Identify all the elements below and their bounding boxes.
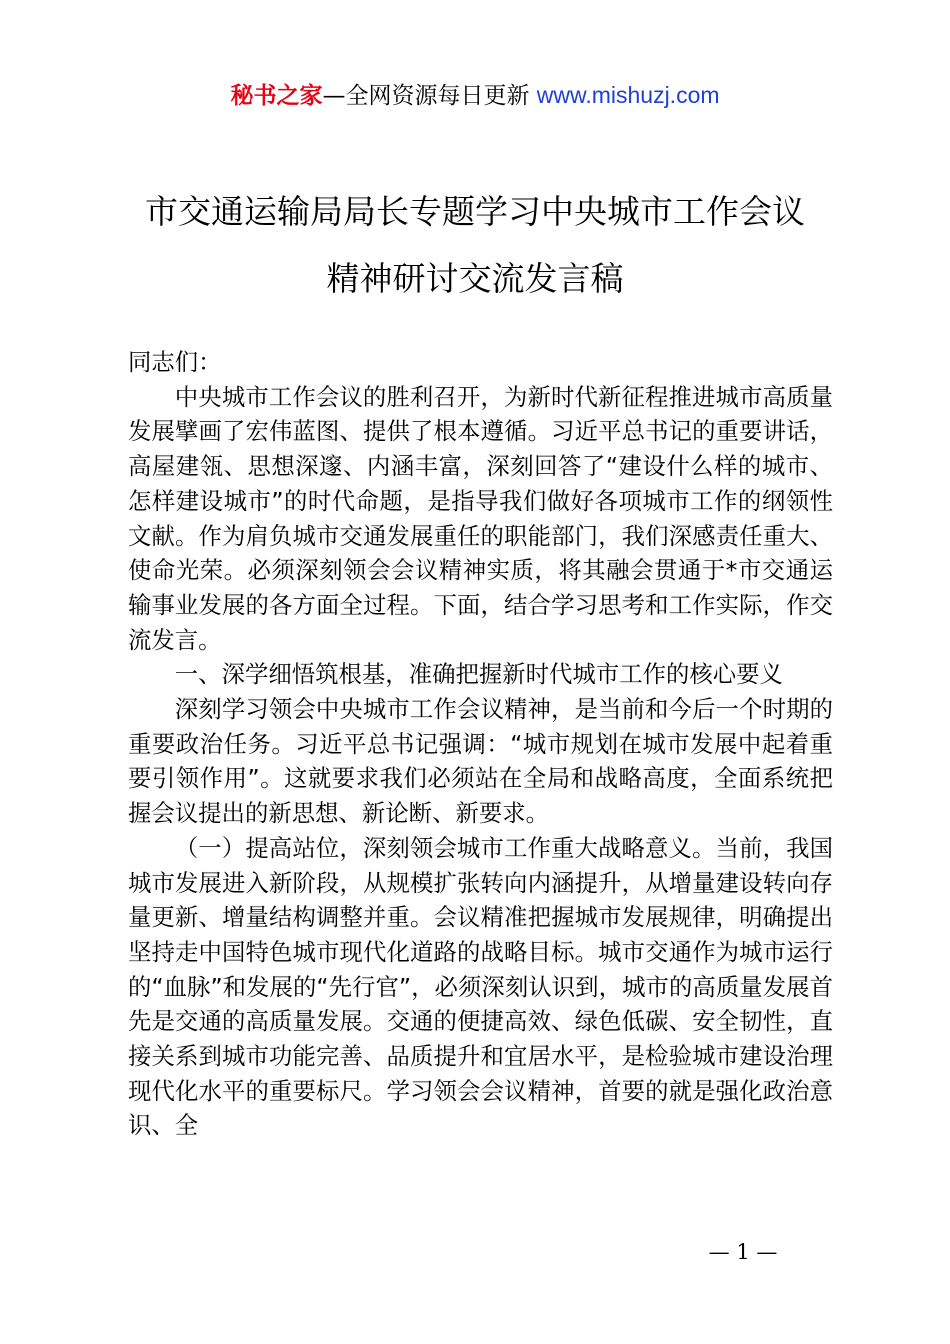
paragraph-intro: 中央城市工作会议的胜利召开，为新时代新征程推进城市高质量发展擘画了宏伟蓝图、提供了根本遵循。习近平总书记的重要讲话，高屋建瓴、思想深邃、内涵丰富，深刻回答了“建设什么样的城市、怎样建设城市”的时代命题，是指导我们做好各项城市工作的纲领性文献。作为肩负城市交通发展重任的职能部门，我们深感责任重大、使命光荣。必须深刻领会会议精神实质，将其融会贯通于*市交通运输事业发展的各方面全过程。下面，结合学习思考和工作实际，作交流发言。: [128, 382, 833, 654]
site-header: [0, 78, 950, 113]
document-title-line-1: 市交通运输局局长专题学习中央城市工作会议: [145, 192, 805, 231]
site-slogan: —全网资源每日更新: [322, 83, 537, 109]
site-url: www.mishuzj.com: [536, 82, 720, 108]
document-title-line-2: 精神研讨交流发言稿: [326, 259, 624, 298]
paragraph-subsection-1: （一）提高站位，深刻领会城市工作重大战略意义。当前，我国城市发展进入新阶段，从规模扩张转向内涵提升，从增量建设转向存量更新、增量结构调整并重。会议精准把握城市发展规律，明确提出坚持走中国特色城市现代化道路的战略目标。城市交通作为城市运行的“血脉”和发展的“先行官”，必须深刻认识到，城市的高质量发展首先是交通的高质量发展。交通的便捷高效、绿色低碳、安全韧性，直接关系到城市功能完善、品质提升和宜居水平，是检验城市建设治理现代化水平的重要标尺。学习领会会议精神，首要的就是强化政治意识、全: [128, 833, 833, 1140]
document-body: [128, 345, 833, 1143]
page-number: — 1 —: [708, 1240, 778, 1264]
site-brand: 秘书之家: [230, 83, 323, 109]
greeting: 同志们：: [128, 348, 222, 376]
section-heading-1: 一、深学细悟筑根基，准确把握新时代城市工作的核心要义: [174, 660, 783, 689]
paragraph-section-1: 深刻学习领会中央城市工作会议精神，是当前和今后一个时期的重要政治任务。习近平总书记强调：“城市规划在城市发展中起着重要引领作用”。这就要求我们必须站在全局和战略高度，全面系统把握会议提出的新思想、新论断、新要求。: [128, 695, 833, 828]
